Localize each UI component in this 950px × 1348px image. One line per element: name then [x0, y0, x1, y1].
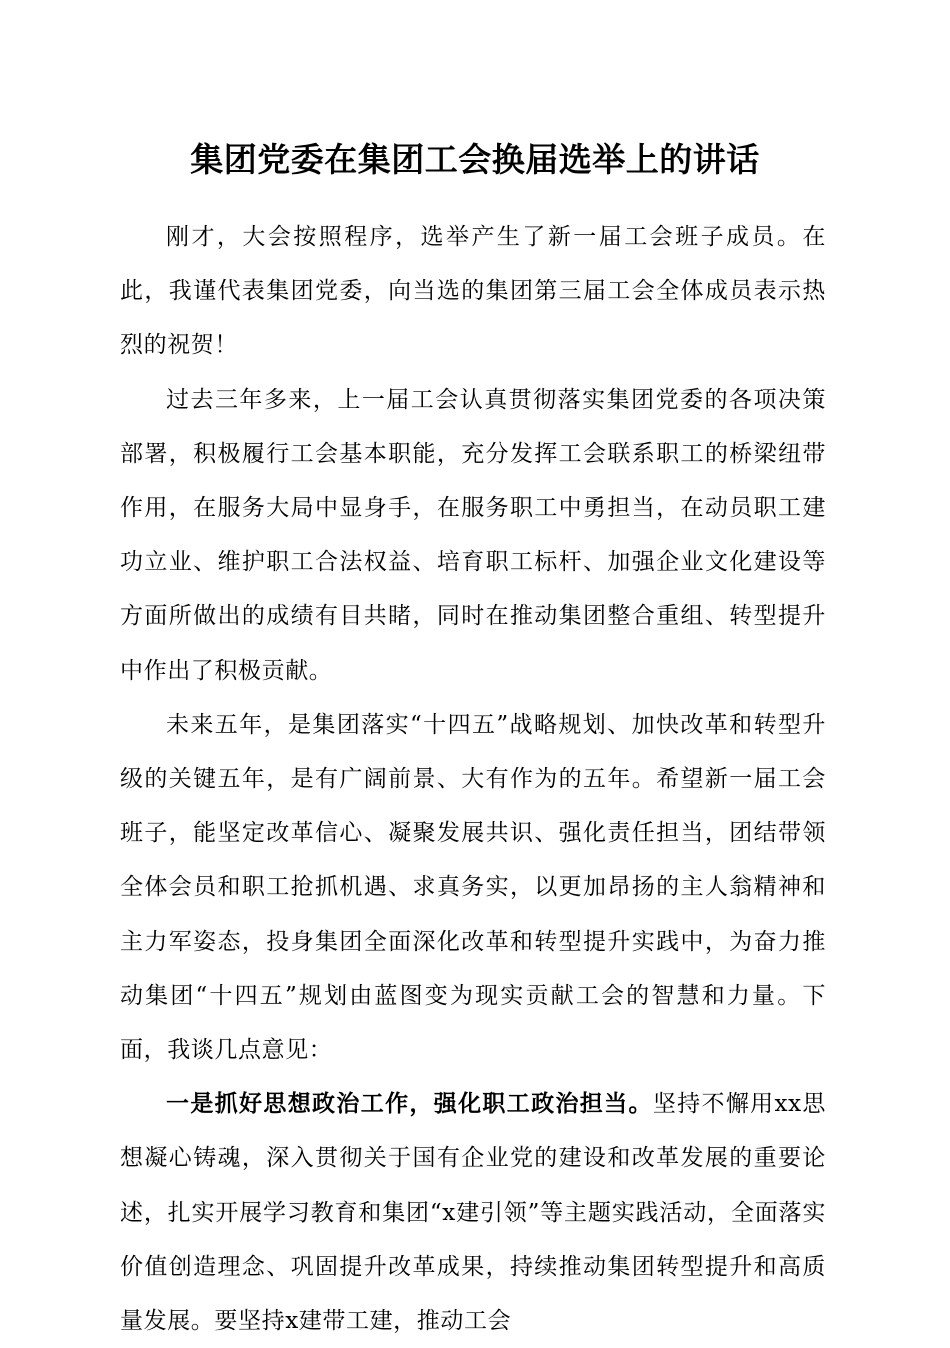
- paragraph-4-lead-heading: 一是抓好思想政治工作，强化职工政治担当。: [166, 1090, 653, 1118]
- paragraph-1: 刚才，大会按照程序，选举产生了新一届工会班子成员。在此，我谨代表集团党委，向当选的集团第三届工会全体成员表示热烈的祝贺！: [120, 224, 826, 359]
- paragraph-2: 过去三年多来，上一届工会认真贯彻落实集团党委的各项决策部署，积极履行工会基本职能，充分发挥工会联系职工的桥梁纽带作用，在服务大局中显身手，在服务职工中勇担当，在动员职工建功立业、维护职工合法权益、培育职工标杆、加强企业文化建设等方面所做出的成绩有目共睹，同时在推动集团整合重组、转型提升中作出了积极贡献。: [120, 386, 826, 684]
- paragraph-4: [120, 1077, 826, 1348]
- document-body: [120, 210, 826, 1348]
- paragraph-4-text: 坚持不懈用xx思想凝心铸魂，深入贯彻关于国有企业党的建设和改革发展的重要论述，扎实开展学习教育和集团“x建引领”等主题实践活动，全面落实价值创造理念、巩固提升改革成果，持续推动集团转型提升和高质量发展。要坚持x建带工建，推动工会: [120, 1091, 826, 1335]
- paragraph-3: 未来五年，是集团落实“十四五”战略规划、加快改革和转型升级的关键五年，是有广阔前景、大有作为的五年。希望新一届工会班子，能坚定改革信心、凝聚发展共识、强化责任担当，团结带领全体会员和职工抢抓机遇、求真务实，以更加昂扬的主人翁精神和主力军姿态，投身集团全面深化改革和转型提升实践中，为奋力推动集团“十四五”规划由蓝图变为现实贡献工会的智慧和力量。下面，我谈几点意见：: [120, 711, 826, 1064]
- document-title: 集团党委在集团工会换届选举上的讲话: [190, 140, 760, 179]
